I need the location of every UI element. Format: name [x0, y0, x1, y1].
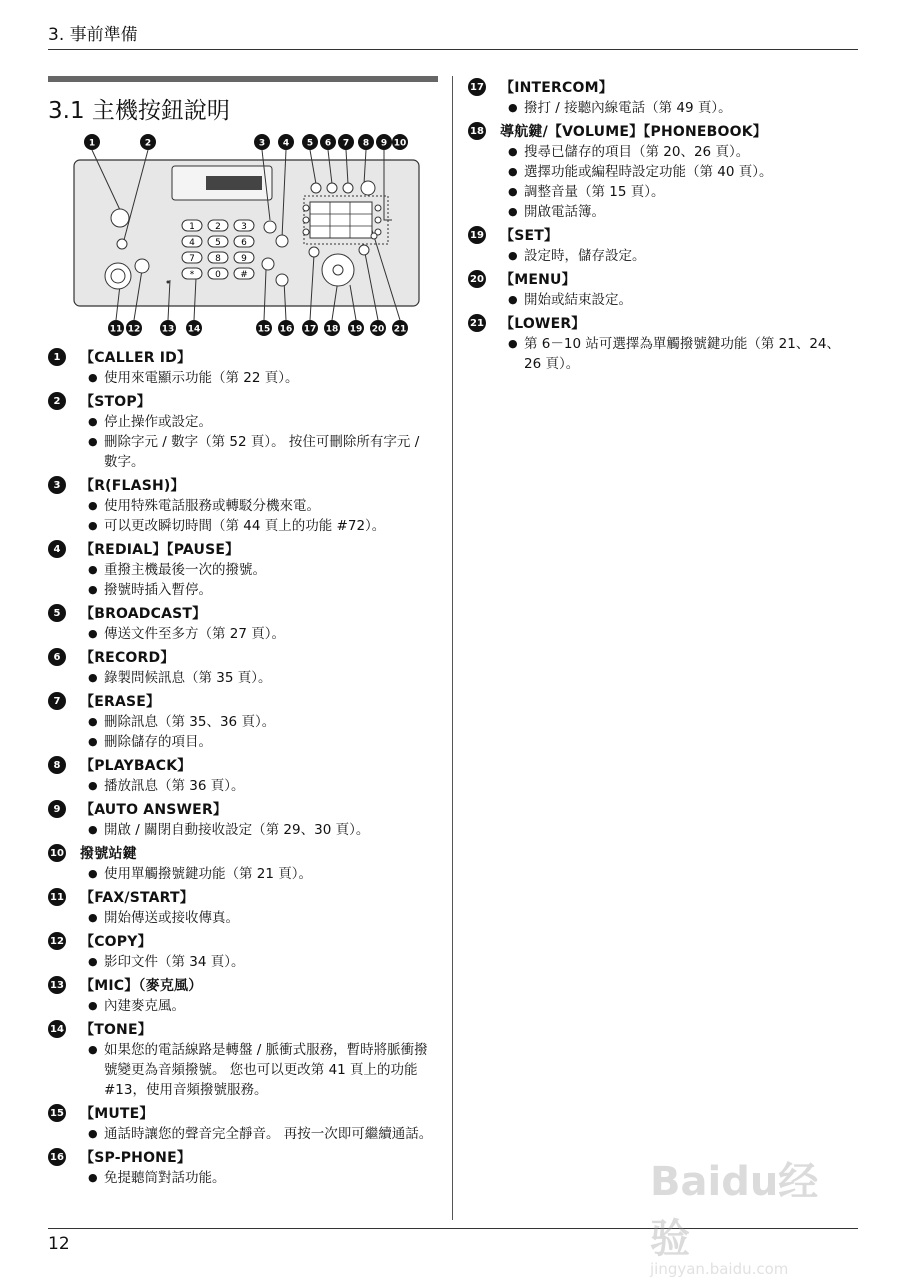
bullet-text: 通話時讓您的聲音完全靜音。 再按一次即可繼續通話。 [104, 1126, 433, 1142]
button-entry [48, 474, 440, 536]
bullet-text: 免提聽筒對話功能。 [104, 1170, 226, 1186]
bullet-text: 撥號時插入暫停。 [104, 582, 212, 598]
description-bullet [508, 162, 858, 182]
description-bullet [88, 1040, 440, 1100]
diagram-callout-number: 19 [349, 324, 363, 335]
diagram-callout-badge [254, 134, 270, 150]
description-bullet [88, 624, 440, 644]
diagram-callout-number: 20 [371, 324, 385, 335]
callout-number-badge: 7 [48, 692, 66, 710]
button-name: 【RECORD】 [80, 650, 175, 666]
bullet-text: 可以更改瞬切時間（第 44 頁上的功能 #72）。 [104, 518, 386, 534]
diagram-callout-badge [358, 134, 374, 150]
button-entry [48, 690, 440, 752]
bullet-text: 播放訊息（第 36 頁）。 [104, 778, 245, 794]
diagram-callout-number: 9 [380, 138, 388, 149]
description-bullet [508, 334, 858, 374]
bullet-dot-icon: ● [88, 715, 98, 728]
button-name: 【MUTE】 [80, 1106, 154, 1122]
button-entry [48, 1018, 440, 1100]
button-name: 【FAX/START】 [80, 890, 194, 906]
button-entry [48, 754, 440, 796]
keypad-key-label: 7 [189, 254, 195, 264]
callout-number-badge: 2 [48, 392, 66, 410]
button-name: 【CALLER ID】 [80, 350, 192, 366]
keypad-key [182, 220, 202, 232]
intercom-button [309, 247, 319, 257]
keypad-key [234, 236, 254, 248]
diagram-callout-badge [278, 320, 294, 336]
section-title-bar [48, 76, 438, 82]
diagram-callout-number: 11 [109, 324, 123, 335]
mute-button [262, 258, 274, 270]
bullet-text: 刪除儲存的項目。 [104, 734, 212, 750]
chapter-header: 3. 事前準備 [48, 25, 138, 45]
diagram-callout-badge [140, 134, 156, 150]
diagram-callout-badge [392, 134, 408, 150]
diagram-callout-badge [126, 320, 142, 336]
diagram-callout-badge [348, 320, 364, 336]
button-entry [48, 886, 440, 928]
diagram-callout-badge [160, 320, 176, 336]
description-bullet [508, 202, 858, 222]
button-entry [48, 346, 440, 388]
button-name: 【COPY】 [80, 934, 152, 950]
button-entry [48, 798, 440, 840]
button-entry [48, 974, 440, 1016]
callout-number-badge: 18 [468, 122, 486, 140]
bullet-text: 停止操作或設定。 [104, 414, 212, 430]
button-entry [48, 538, 440, 600]
keypad-key-label: 2 [215, 222, 221, 232]
description-bullet [508, 142, 858, 162]
callout-number-badge: 19 [468, 226, 486, 244]
keypad-key-label: 5 [215, 238, 221, 248]
diagram-callout-number: 21 [393, 324, 407, 335]
bullet-text: 重撥主機最後一次的撥號。 [104, 562, 266, 578]
button-entry [48, 602, 440, 644]
description-bullet [88, 412, 440, 432]
bullet-dot-icon: ● [88, 1171, 98, 1184]
description-bullet [88, 580, 440, 600]
r-flash-button [264, 221, 276, 233]
section-title: 3.1 主機按鈕說明 [48, 98, 230, 124]
keypad-key [234, 252, 254, 264]
bullet-dot-icon: ● [508, 185, 518, 198]
bullet-dot-icon: ● [508, 249, 518, 262]
callout-number-badge: 8 [48, 756, 66, 774]
button-name: 【PLAYBACK】 [80, 758, 192, 774]
keypad-key-label: 9 [241, 254, 247, 264]
bullet-dot-icon: ● [88, 519, 98, 532]
lcd-screen [206, 176, 262, 190]
callout-number-badge: 12 [48, 932, 66, 950]
button-name: 【MIC】（麥克風） [80, 978, 203, 994]
diagram-callout-number: 5 [306, 138, 314, 149]
bullet-dot-icon: ● [88, 1043, 98, 1056]
column-divider [452, 76, 453, 1220]
keypad-key [208, 236, 228, 248]
bullet-dot-icon: ● [508, 337, 518, 350]
diagram-callout-number: 14 [187, 324, 201, 335]
lower-button [371, 233, 377, 239]
fax-control-panel-diagram [48, 130, 438, 340]
bullet-dot-icon: ● [88, 1127, 98, 1140]
diagram-callout-badge [108, 320, 124, 336]
bullet-dot-icon: ● [88, 955, 98, 968]
button-entry [48, 842, 440, 884]
diagram-callout-number: 8 [362, 138, 370, 149]
diagram-callout-number: 6 [324, 138, 332, 149]
keypad-key-label: 6 [241, 238, 247, 248]
button-name: 【ERASE】 [80, 694, 161, 710]
diagram-callout-number: 4 [282, 138, 290, 149]
page-number: 12 [48, 1234, 70, 1254]
bullet-text: 如果您的電話線路是轉盤 / 脈衝式服務，暫時將脈衝撥號變更為音頻撥號。 您也可以更改第 41 頁上的功能 #13，使用音頻撥號服務。 [104, 1042, 428, 1098]
bullet-dot-icon: ● [88, 823, 98, 836]
button-entry [468, 120, 858, 222]
description-bullet [88, 368, 440, 388]
button-entry [48, 1102, 440, 1144]
bullet-dot-icon: ● [508, 165, 518, 178]
keypad-key [182, 268, 202, 280]
keypad-key-label: 4 [189, 238, 195, 248]
description-bullet [88, 820, 440, 840]
sp-phone-button [276, 274, 288, 286]
bullet-dot-icon: ● [88, 435, 98, 448]
bullet-dot-icon: ● [88, 999, 98, 1012]
diagram-callout-number: 3 [258, 138, 266, 149]
bullet-text: 內建麥克風。 [104, 998, 185, 1014]
description-bullet [88, 516, 440, 536]
button-name: 【MENU】 [500, 272, 576, 288]
keypad-key-label: 0 [215, 270, 221, 280]
bullet-text: 開啟 / 關閉自動接收設定（第 29、30 頁）。 [104, 822, 370, 838]
diagram-callout-badge [320, 134, 336, 150]
button-name: 【LOWER】 [500, 316, 586, 332]
baidu-watermark [650, 1150, 850, 1278]
bullet-text: 使用單觸撥號鍵功能（第 21 頁）。 [104, 866, 313, 882]
diagram-callout-badge [186, 320, 202, 336]
keypad-key [234, 220, 254, 232]
bullet-dot-icon: ● [508, 101, 518, 114]
button-name: 【SP-PHONE】 [80, 1150, 192, 1166]
button-entry [468, 312, 858, 374]
bullet-text: 開啟電話簿。 [524, 204, 605, 220]
diagram-callout-badge [370, 320, 386, 336]
bullet-text: 搜尋已儲存的項目（第 20、26 頁）。 [524, 144, 750, 160]
description-bullet [88, 496, 440, 516]
keypad-key [182, 252, 202, 264]
description-bullet [88, 668, 440, 688]
diagram-callout-number: 1 [88, 138, 96, 149]
button-name: 【R(FLASH)】 [80, 478, 185, 494]
callout-number-badge: 21 [468, 314, 486, 332]
button-entry [468, 76, 858, 118]
bullet-text: 第 6－10 站可選擇為單觸撥號鍵功能（第 21、24、26 頁）。 [524, 336, 840, 372]
button-entry [48, 1146, 440, 1188]
diagram-callout-number: 7 [342, 138, 350, 149]
bullet-dot-icon: ● [88, 371, 98, 384]
callout-number-badge: 4 [48, 540, 66, 558]
diagram-callout-badge [256, 320, 272, 336]
description-bullet [88, 1124, 440, 1144]
button-name: 【SET】 [500, 228, 559, 244]
callout-number-badge: 9 [48, 800, 66, 818]
description-bullet [88, 776, 440, 796]
diagram-callout-badge [302, 320, 318, 336]
watermark-logo: Baidu经验 [650, 1159, 819, 1262]
bullet-dot-icon: ● [508, 205, 518, 218]
diagram-callout-badge [392, 320, 408, 336]
caller-id-button [111, 209, 129, 227]
keypad-key [234, 268, 254, 280]
button-entry [48, 646, 440, 688]
diagram-callout-badge [324, 320, 340, 336]
bullet-text: 設定時，儲存設定。 [524, 248, 646, 264]
button-entry [48, 930, 440, 972]
keypad-key [208, 268, 228, 280]
diagram-callout-badge [302, 134, 318, 150]
diagram-callout-number: 16 [279, 324, 293, 335]
description-bullet [88, 432, 440, 472]
bullet-dot-icon: ● [508, 293, 518, 306]
description-bullet [508, 246, 858, 266]
copy-button [135, 259, 149, 273]
keypad-key [208, 252, 228, 264]
keypad-key [182, 236, 202, 248]
diagram-callout-number: 18 [325, 324, 339, 335]
description-bullet [508, 182, 858, 202]
diagram-callout-badge [376, 134, 392, 150]
callout-number-badge: 14 [48, 1020, 66, 1038]
callout-number-badge: 11 [48, 888, 66, 906]
bullet-text: 選擇功能或編程時設定功能（第 40 頁）。 [524, 164, 773, 180]
diagram-callout-badge [84, 134, 100, 150]
bullet-text: 使用來電顯示功能（第 22 頁）。 [104, 370, 299, 386]
station-keys-block [310, 202, 372, 238]
description-bullet [88, 732, 440, 752]
diagram-callout-number: 12 [127, 324, 141, 335]
bullet-dot-icon: ● [88, 911, 98, 924]
description-bullet [88, 1168, 440, 1188]
description-bullet [88, 996, 440, 1016]
redial-pause-button [276, 235, 288, 247]
button-list-left [48, 346, 440, 1190]
bullet-dot-icon: ● [88, 563, 98, 576]
stop-button [117, 239, 127, 249]
button-name: 導航鍵/【VOLUME】【PHONEBOOK】 [500, 124, 767, 140]
callout-number-badge: 6 [48, 648, 66, 666]
header-rule [48, 49, 858, 50]
button-entry [468, 224, 858, 266]
keypad-key-label: 3 [241, 222, 247, 232]
bullet-dot-icon: ● [88, 499, 98, 512]
button-name: 撥號站鍵 [80, 846, 137, 862]
description-bullet [88, 864, 440, 884]
callout-number-badge: 17 [468, 78, 486, 96]
mic-hole [167, 281, 170, 284]
description-bullet [508, 290, 858, 310]
keypad-key-label: 8 [215, 254, 221, 264]
callout-number-badge: 13 [48, 976, 66, 994]
keypad-key-label: # [240, 270, 248, 280]
button-name: 【TONE】 [80, 1022, 152, 1038]
menu-button [359, 245, 369, 255]
button-name: 【STOP】 [80, 394, 151, 410]
bullet-dot-icon: ● [88, 867, 98, 880]
button-name: 【AUTO ANSWER】 [80, 802, 228, 818]
diagram-callout-number: 10 [393, 138, 407, 149]
bullet-text: 開始或結束設定。 [524, 292, 632, 308]
bullet-dot-icon: ● [88, 583, 98, 596]
bullet-text: 撥打 / 接聽內線電話（第 49 頁）。 [524, 100, 732, 116]
button-name: 【INTERCOM】 [500, 80, 613, 96]
description-bullet [88, 908, 440, 928]
bullet-text: 影印文件（第 34 頁）。 [104, 954, 245, 970]
bullet-dot-icon: ● [88, 415, 98, 428]
callout-number-badge: 20 [468, 270, 486, 288]
bullet-dot-icon: ● [88, 779, 98, 792]
bullet-dot-icon: ● [88, 671, 98, 684]
description-bullet [88, 952, 440, 972]
button-name: 【REDIAL】【PAUSE】 [80, 542, 240, 558]
bullet-text: 開始傳送或接收傳真。 [104, 910, 239, 926]
bullet-text: 調整音量（第 15 頁）。 [524, 184, 665, 200]
keypad-key-label: * [189, 270, 195, 280]
bullet-text: 錄製問候訊息（第 35 頁）。 [104, 670, 272, 686]
diagram-callout-number: 17 [303, 324, 317, 335]
bullet-text: 使用特殊電話服務或轉駁分機來電。 [104, 498, 320, 514]
callout-number-badge: 5 [48, 604, 66, 622]
button-entry [48, 390, 440, 472]
description-bullet [88, 712, 440, 732]
keypad-key [208, 220, 228, 232]
button-list-right [468, 76, 858, 376]
button-name: 【BROADCAST】 [80, 606, 207, 622]
callout-number-badge: 3 [48, 476, 66, 494]
callout-number-badge: 10 [48, 844, 66, 862]
bullet-text: 傳送文件至多方（第 27 頁）。 [104, 626, 286, 642]
callout-number-badge: 16 [48, 1148, 66, 1166]
diagram-callout-number: 2 [144, 138, 152, 149]
diagram-callout-badge [338, 134, 354, 150]
diagram-callout-badge [278, 134, 294, 150]
bullet-text: 刪除字元 / 數字（第 52 頁）。 按住可刪除所有字元 / 數字。 [104, 434, 420, 470]
callout-number-badge: 1 [48, 348, 66, 366]
bullet-dot-icon: ● [88, 627, 98, 640]
description-bullet [88, 560, 440, 580]
diagram-callout-number: 15 [257, 324, 271, 335]
bullet-dot-icon: ● [508, 145, 518, 158]
diagram-callout-number: 13 [161, 324, 175, 335]
button-entry [468, 268, 858, 310]
keypad-key-label: 1 [189, 222, 195, 232]
bullet-dot-icon: ● [88, 735, 98, 748]
callout-number-badge: 15 [48, 1104, 66, 1122]
description-bullet [508, 98, 858, 118]
bullet-text: 刪除訊息（第 35、36 頁）。 [104, 714, 276, 730]
watermark-url: jingyan.baidu.com [650, 1260, 789, 1278]
